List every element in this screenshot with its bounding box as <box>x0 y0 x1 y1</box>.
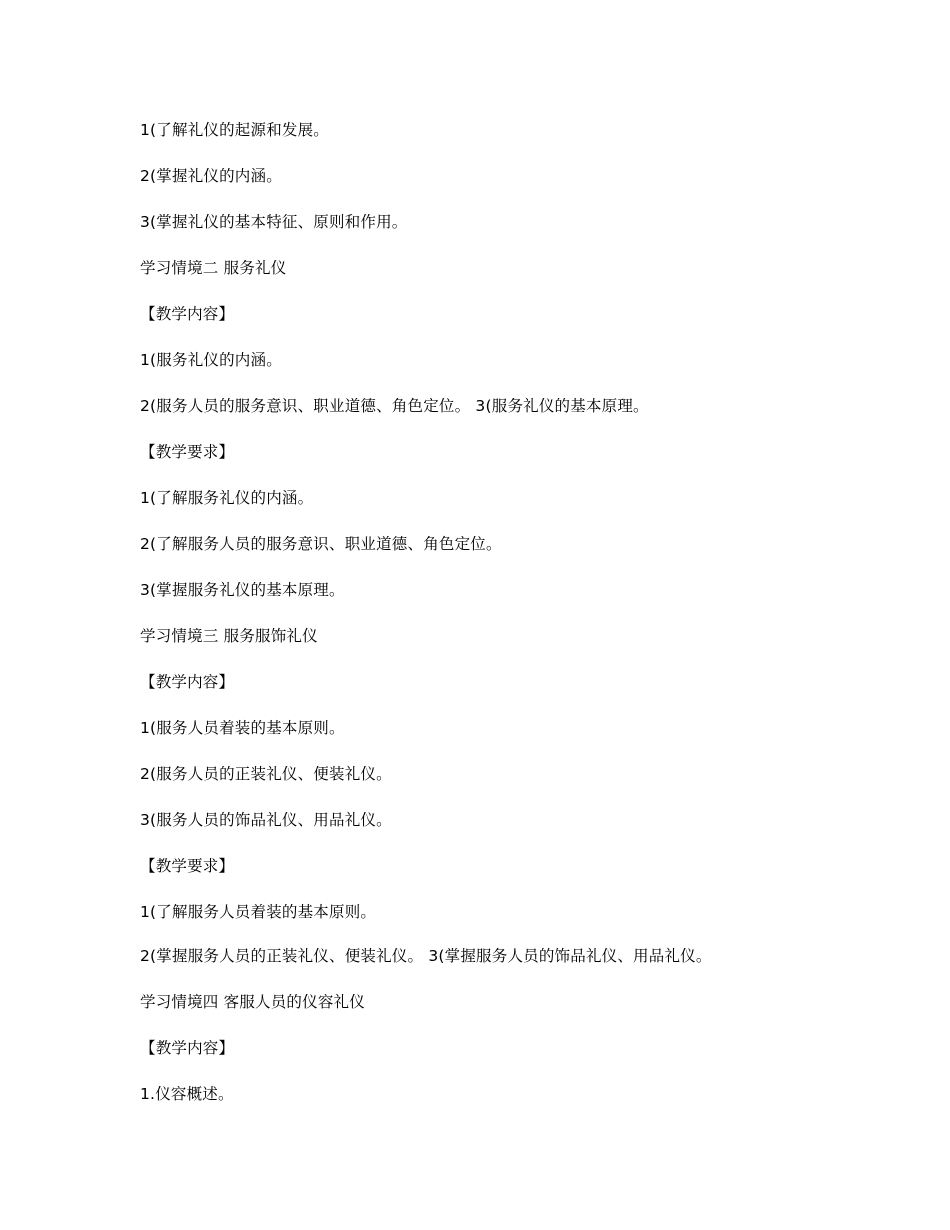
text-line: 2(了解服务人员的服务意识、职业道德、角色定位。 <box>140 535 502 553</box>
text-line: 1(了解服务礼仪的内涵。 <box>140 489 314 507</box>
section-heading: 学习情境二 服务礼仪 <box>140 259 287 277</box>
text-line: 2(服务人员的服务意识、职业道德、角色定位。 3(服务礼仪的基本原理。 <box>140 397 649 415</box>
text-line: 3(服务人员的饰品礼仪、用品礼仪。 <box>140 811 392 829</box>
text-line: 2(掌握服务人员的正装礼仪、便装礼仪。 3(掌握服务人员的饰品礼仪、用品礼仪。 <box>140 947 712 965</box>
subsection-heading: 【教学要求】 <box>140 857 235 875</box>
text-line: 2(掌握礼仪的内涵。 <box>140 167 282 185</box>
text-line: 1.仪容概述。 <box>140 1085 234 1103</box>
text-line: 1(服务礼仪的内涵。 <box>140 351 282 369</box>
section-heading: 学习情境四 客服人员的仪容礼仪 <box>140 993 365 1011</box>
subsection-heading: 【教学要求】 <box>140 443 235 461</box>
text-line: 1(了解服务人员着装的基本原则。 <box>140 903 377 921</box>
subsection-heading: 【教学内容】 <box>140 1039 235 1057</box>
text-line: 1(服务人员着装的基本原则。 <box>140 719 345 737</box>
section-heading: 学习情境三 服务服饰礼仪 <box>140 627 318 645</box>
text-line: 1(了解礼仪的起源和发展。 <box>140 121 330 139</box>
subsection-heading: 【教学内容】 <box>140 673 235 691</box>
text-line: 2(服务人员的正装礼仪、便装礼仪。 <box>140 765 392 783</box>
subsection-heading: 【教学内容】 <box>140 305 235 323</box>
text-line: 3(掌握服务礼仪的基本原理。 <box>140 581 345 599</box>
text-line: 3(掌握礼仪的基本特征、原则和作用。 <box>140 213 408 231</box>
